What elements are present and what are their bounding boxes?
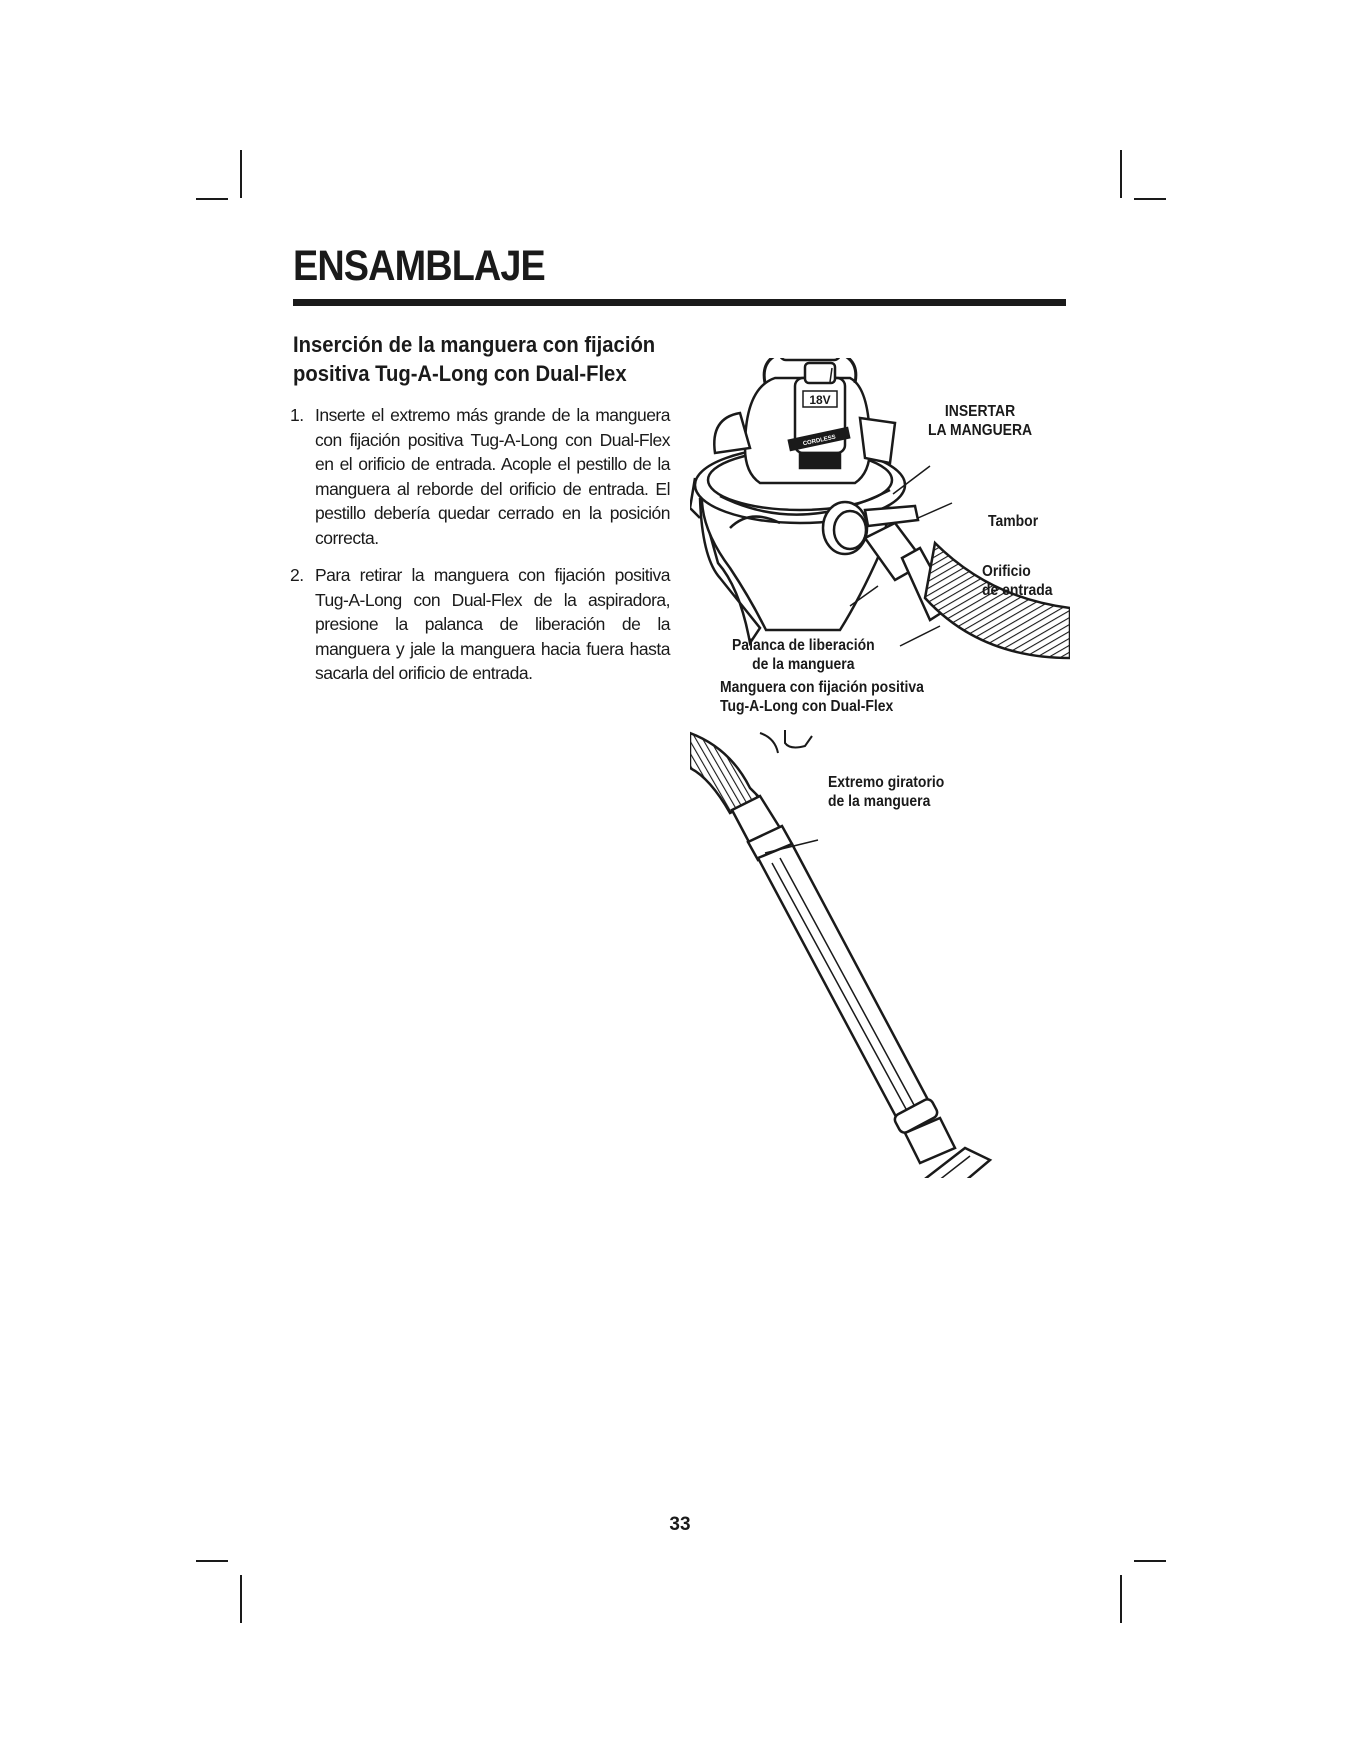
step-number: 1. — [290, 405, 304, 425]
vacuum-illustration — [690, 358, 1070, 1178]
vacuum-foot — [785, 730, 812, 747]
step-text: Inserte el extremo más grande de la manguera con fijación positiva Tug-A-Long con Dual-Flex en el orificio de entrada. Acople el pestillo de la manguera al reborde del orificio de entrada. El pestillo debería quedar cerrado en la posición correcta. — [315, 405, 670, 548]
callout-swivel-end: Extremo giratorio de la manguera — [828, 774, 945, 810]
callout-drum: Tambor — [988, 513, 1039, 530]
crop-mark — [1120, 150, 1122, 198]
crop-mark — [1134, 198, 1166, 200]
cordless-label: CORDLESS — [802, 434, 837, 448]
instruction-step — [290, 563, 670, 686]
section-title: ENSAMBLAJE — [293, 242, 545, 290]
callout-insert-hose: INSERTAR LA MANGUERA — [928, 403, 1033, 439]
callout-inlet: Orificio de entrada — [982, 563, 1053, 599]
crop-mark — [196, 1560, 228, 1562]
battery-label: 18V — [809, 393, 831, 407]
floor-tool — [855, 1118, 990, 1178]
step-text: Para retirar la manguera con fijación positiva Tug-A-Long con Dual-Flex de la aspiradora, presione la palanca de liberación de la manguera y jale la manguera hacia fuera hasta sacarla del orificio de entrada. — [315, 565, 670, 683]
title-rule — [293, 299, 1066, 306]
crop-mark — [1120, 1575, 1122, 1623]
step-number: 2. — [290, 565, 304, 585]
tank-edge — [760, 733, 778, 753]
crop-mark — [240, 150, 242, 198]
crop-mark — [240, 1575, 242, 1623]
crop-mark — [1134, 1560, 1166, 1562]
wand — [758, 844, 939, 1135]
instruction-step — [290, 403, 670, 550]
callout-release-lever: Palanca de liberación de la manguera — [732, 637, 875, 673]
crop-mark — [196, 198, 228, 200]
instruction-steps — [290, 403, 670, 686]
subsection-title: Inserción de la manguera con fijación positiva Tug-A-Long con Dual-Flex — [293, 332, 656, 386]
page-number: 33 — [669, 1514, 691, 1535]
coiled-hose — [925, 543, 1070, 658]
callout-hose: Manguera con fijación positiva Tug-A-Long con Dual-Flex — [720, 679, 924, 715]
vacuum-figure — [690, 358, 1070, 1178]
